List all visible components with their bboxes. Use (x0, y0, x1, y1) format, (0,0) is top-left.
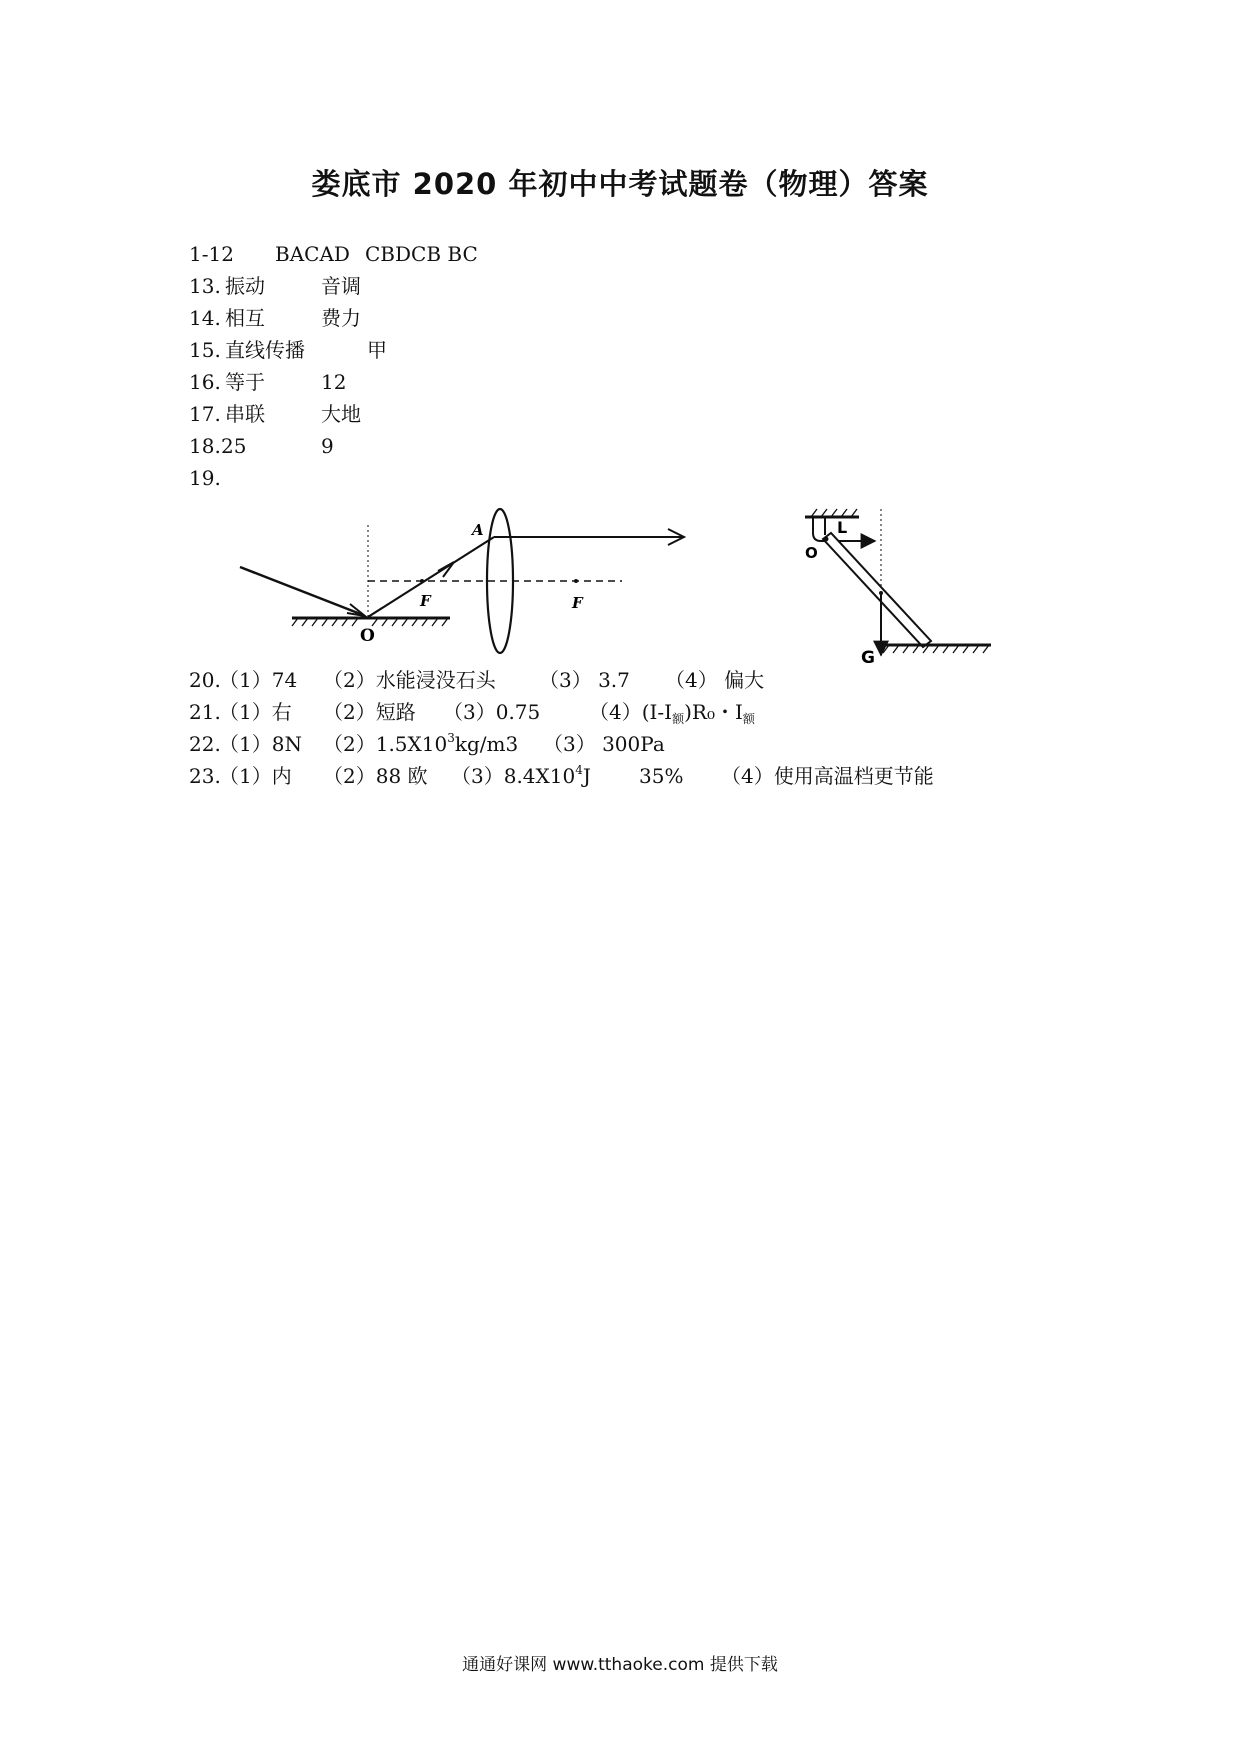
answer-part: 甲 (367, 338, 387, 362)
answer-number: 23. (189, 764, 221, 788)
answer-part: （4）使用高温档更节能 (721, 764, 934, 788)
heat-text: （3）8.4X10 (451, 764, 576, 788)
answer-number: 19. (189, 466, 221, 490)
focal-point-left (420, 579, 424, 583)
formula-subscript: 额 (742, 712, 755, 726)
answer-part: 相互 (225, 306, 265, 330)
lever-rod (823, 533, 931, 647)
answer-part-heat (451, 762, 591, 793)
answer-part: 直线传播 (225, 338, 305, 362)
answer-part: 35% (639, 764, 684, 788)
label-f-right: F (572, 594, 583, 612)
answer-part: CBDCB BC (365, 242, 478, 266)
optics-diagram (232, 505, 702, 665)
answer-part: （1）右 (219, 700, 292, 724)
answer-part: （2）88 欧 (323, 764, 428, 788)
answer-number: 15. (189, 338, 221, 362)
formula-text: （4）(I-I (589, 700, 673, 724)
page-title: 娄底市 2020 年初中中考试题卷（物理）答案 (311, 167, 929, 201)
answer-part: （3） 3.7 (539, 668, 630, 692)
answer-part: （1）74 (219, 668, 298, 692)
answer-part: 串联 (225, 402, 265, 426)
answer-part: 大地 (321, 402, 361, 426)
label-f-left: F (420, 592, 431, 610)
answer-part: 音调 (321, 274, 361, 298)
lever-diagram (795, 505, 995, 663)
answer-part-formula (589, 698, 755, 729)
answer-number: 20. (189, 668, 221, 692)
reflected-ray-arrow (438, 562, 454, 577)
answer-number: 13. (189, 274, 221, 298)
incident-ray (240, 567, 363, 615)
answer-number: 18. (189, 434, 221, 458)
answer-number: 14. (189, 306, 221, 330)
answer-number: 17. (189, 402, 221, 426)
answer-part: 25 (221, 434, 247, 458)
formula-subscript: 额 (672, 712, 685, 726)
pivot (824, 537, 829, 542)
formula-text: )R₀・I (684, 700, 743, 724)
answer-part: （4） 偏大 (665, 668, 765, 692)
answer-part: 振动 (225, 274, 265, 298)
footer-credit: 通通好课网 www.tthaoke.com 提供下载 (462, 1655, 778, 1675)
answer-part: 9 (321, 434, 334, 458)
label-l: L (837, 518, 848, 537)
focal-point-right (574, 579, 578, 583)
hanger (813, 517, 825, 541)
density-superscript: 3 (447, 731, 455, 745)
answer-number: 16. (189, 370, 221, 394)
label-a: A (472, 521, 484, 539)
reflected-ray (368, 537, 494, 617)
answer-part: （1）内 (219, 764, 292, 788)
heat-superscript: 4 (575, 763, 583, 777)
answer-part: （2）短路 (323, 700, 416, 724)
answer-part: （2）水能浸没石头 (323, 668, 496, 692)
answer-number: 22. (189, 732, 221, 756)
answer-part: （3） 300Pa (543, 732, 665, 756)
label-o: O (805, 544, 818, 562)
answer-part: 12 (321, 370, 347, 394)
answer-number: 21. (189, 700, 221, 724)
answer-part: 费力 (321, 306, 361, 330)
answer-number: 1-12 (189, 242, 234, 266)
answer-part: 等于 (225, 370, 265, 394)
heat-unit: J (582, 764, 591, 788)
answer-part: （3）0.75 (443, 700, 541, 724)
label-o: O (360, 626, 375, 646)
answer-part: （1）8N (219, 732, 302, 756)
answer-part-density (323, 730, 518, 761)
density-unit: kg/m3 (454, 732, 519, 756)
answer-part: BACAD (275, 242, 350, 266)
density-text: （2）1.5X10 (323, 732, 448, 756)
label-g: G (861, 648, 875, 663)
